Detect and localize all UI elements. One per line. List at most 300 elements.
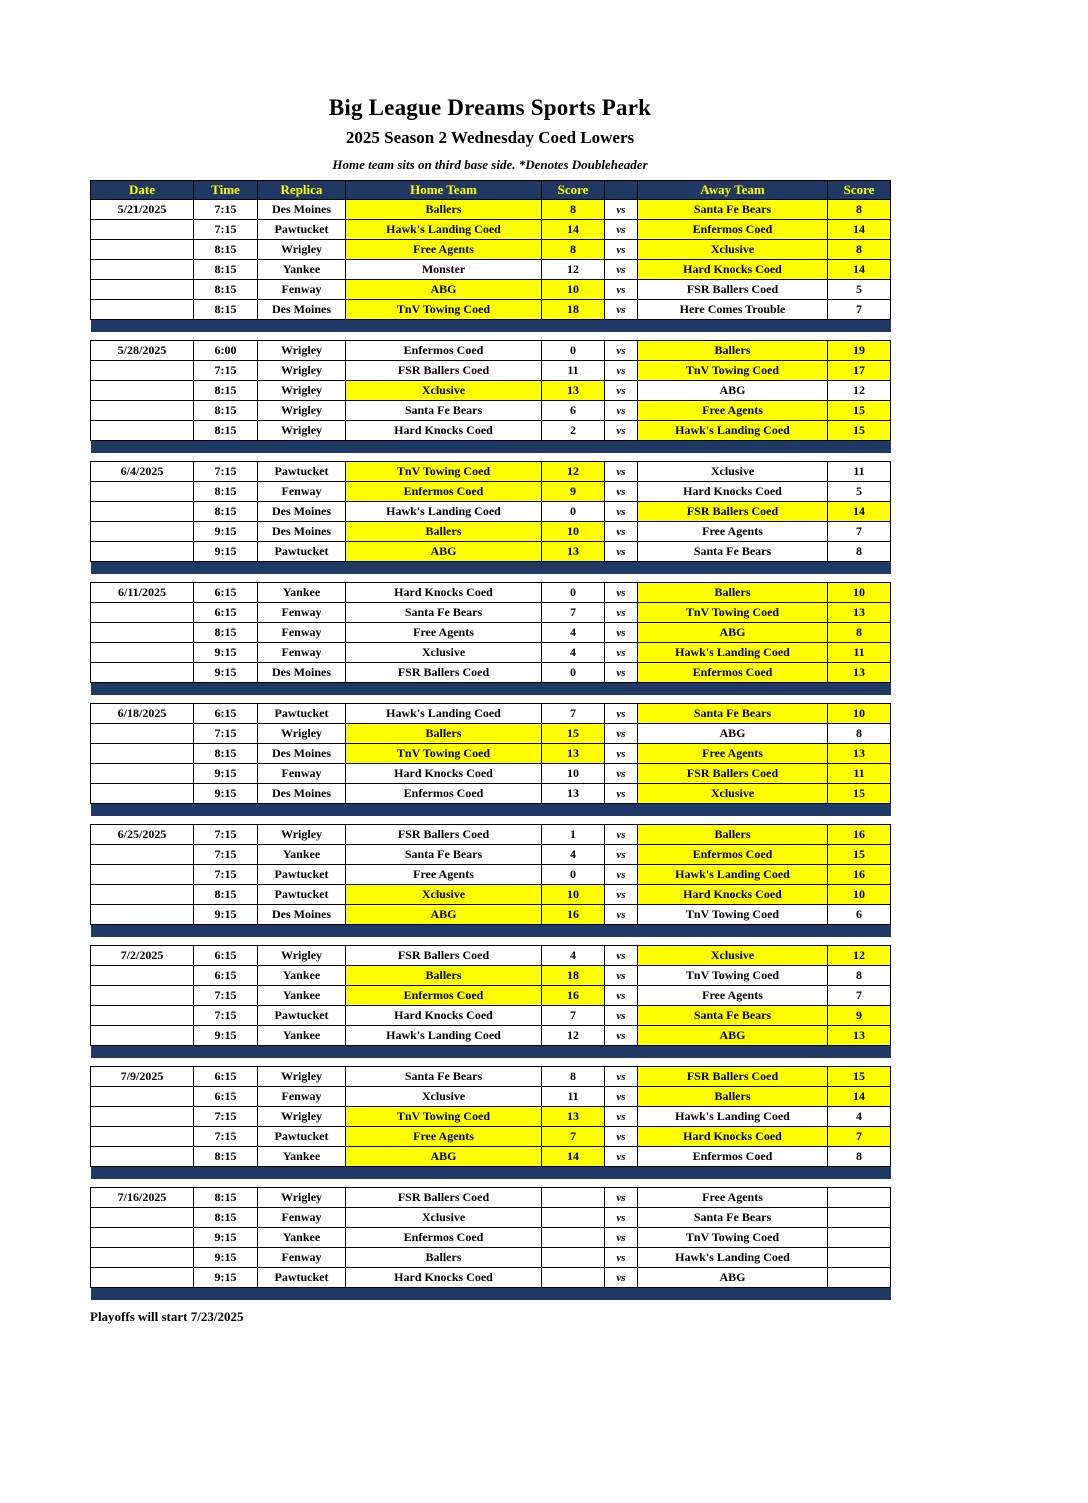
away-score-cell: 5 (828, 482, 891, 502)
game-row (91, 482, 891, 502)
time-cell: 7:15 (194, 200, 258, 220)
replica-cell: Yankee (258, 583, 346, 603)
replica-cell: Des Moines (258, 663, 346, 683)
game-row (91, 1107, 891, 1127)
game-row (91, 1188, 891, 1208)
time-cell: 8:15 (194, 623, 258, 643)
replica-cell: Des Moines (258, 200, 346, 220)
replica-cell: Pawtucket (258, 542, 346, 562)
home-team-cell: Santa Fe Bears (346, 845, 542, 865)
replica-cell: Yankee (258, 1228, 346, 1248)
home-score-cell: 18 (542, 966, 605, 986)
schedule-table-body (91, 200, 891, 1301)
home-team-cell: Xclusive (346, 1087, 542, 1107)
vs-cell: vs (605, 966, 638, 986)
away-score-cell: 4 (828, 1107, 891, 1127)
away-score-cell: 8 (828, 623, 891, 643)
home-team-cell: FSR Ballers Coed (346, 946, 542, 966)
date-cell (91, 401, 194, 421)
replica-cell: Pawtucket (258, 704, 346, 724)
game-row (91, 1147, 891, 1167)
away-team-cell: Xclusive (638, 462, 828, 482)
vs-cell: vs (605, 220, 638, 240)
replica-cell: Fenway (258, 1087, 346, 1107)
game-row (91, 1268, 891, 1288)
vs-cell: vs (605, 200, 638, 220)
away-score-cell: 19 (828, 341, 891, 361)
home-score-cell: 0 (542, 502, 605, 522)
replica-cell: Wrigley (258, 401, 346, 421)
away-score-cell: 14 (828, 220, 891, 240)
away-score-cell: 7 (828, 522, 891, 542)
home-score-cell (542, 1188, 605, 1208)
time-cell: 8:15 (194, 744, 258, 764)
week-separator-bar (91, 441, 891, 454)
home-score-cell: 8 (542, 1067, 605, 1087)
replica-cell: Yankee (258, 986, 346, 1006)
vs-cell: vs (605, 784, 638, 804)
home-team-cell: TnV Towing Coed (346, 744, 542, 764)
schedule-table (90, 180, 891, 1300)
vs-cell: vs (605, 744, 638, 764)
home-score-cell: 14 (542, 220, 605, 240)
home-score-cell (542, 1208, 605, 1228)
time-cell: 6:15 (194, 704, 258, 724)
away-team-cell: Hard Knocks Coed (638, 885, 828, 905)
away-team-cell: Hawk's Landing Coed (638, 421, 828, 441)
home-score-cell: 16 (542, 986, 605, 1006)
vs-cell: vs (605, 482, 638, 502)
away-score-cell: 8 (828, 1147, 891, 1167)
vs-cell: vs (605, 280, 638, 300)
away-team-cell: Enfermos Coed (638, 663, 828, 683)
date-cell (91, 280, 194, 300)
date-cell (91, 643, 194, 663)
game-row (91, 341, 891, 361)
home-team-cell: Hawk's Landing Coed (346, 502, 542, 522)
replica-cell: Des Moines (258, 905, 346, 925)
date-cell (91, 865, 194, 885)
game-row (91, 462, 891, 482)
away-score-cell: 8 (828, 200, 891, 220)
replica-cell: Wrigley (258, 724, 346, 744)
time-cell: 9:15 (194, 905, 258, 925)
date-cell (91, 502, 194, 522)
game-row (91, 966, 891, 986)
game-row (91, 744, 891, 764)
replica-cell: Des Moines (258, 784, 346, 804)
date-cell (91, 966, 194, 986)
vs-cell: vs (605, 462, 638, 482)
replica-cell: Fenway (258, 482, 346, 502)
away-team-cell: Ballers (638, 583, 828, 603)
home-team-cell: Hawk's Landing Coed (346, 1026, 542, 1046)
away-score-cell: 10 (828, 583, 891, 603)
date-cell (91, 986, 194, 1006)
date-cell (91, 361, 194, 381)
away-score-cell: 8 (828, 542, 891, 562)
away-score-cell: 16 (828, 825, 891, 845)
time-cell: 7:15 (194, 1006, 258, 1026)
replica-cell: Yankee (258, 845, 346, 865)
away-team-cell: ABG (638, 1026, 828, 1046)
replica-cell: Wrigley (258, 825, 346, 845)
vs-cell: vs (605, 542, 638, 562)
home-team-cell: TnV Towing Coed (346, 462, 542, 482)
home-team-cell: Xclusive (346, 885, 542, 905)
replica-cell: Fenway (258, 643, 346, 663)
away-team-cell: FSR Ballers Coed (638, 280, 828, 300)
away-team-cell: Xclusive (638, 784, 828, 804)
header-replica: Replica (258, 181, 346, 200)
vs-cell: vs (605, 1147, 638, 1167)
away-score-cell: 15 (828, 784, 891, 804)
away-team-cell: TnV Towing Coed (638, 905, 828, 925)
vs-cell: vs (605, 905, 638, 925)
date-cell: 6/11/2025 (91, 583, 194, 603)
home-team-cell: Enfermos Coed (346, 986, 542, 1006)
home-team-cell: Hard Knocks Coed (346, 421, 542, 441)
replica-cell: Des Moines (258, 744, 346, 764)
header-away-score: Score (828, 181, 891, 200)
date-cell (91, 663, 194, 683)
time-cell: 8:15 (194, 421, 258, 441)
replica-cell: Des Moines (258, 300, 346, 320)
game-row (91, 1006, 891, 1026)
game-row (91, 522, 891, 542)
time-cell: 7:15 (194, 361, 258, 381)
time-cell: 9:15 (194, 1228, 258, 1248)
replica-cell: Pawtucket (258, 885, 346, 905)
home-team-cell: FSR Ballers Coed (346, 361, 542, 381)
date-cell (91, 845, 194, 865)
away-score-cell: 14 (828, 502, 891, 522)
vs-cell: vs (605, 1248, 638, 1268)
vs-cell: vs (605, 946, 638, 966)
game-row (91, 946, 891, 966)
replica-cell: Pawtucket (258, 865, 346, 885)
week-spacer (91, 816, 891, 825)
home-score-cell: 10 (542, 280, 605, 300)
vs-cell: vs (605, 623, 638, 643)
time-cell: 8:15 (194, 502, 258, 522)
vs-cell: vs (605, 1006, 638, 1026)
game-row (91, 825, 891, 845)
date-cell (91, 1127, 194, 1147)
week-spacer (91, 695, 891, 704)
home-score-cell: 10 (542, 885, 605, 905)
time-cell: 8:15 (194, 300, 258, 320)
date-cell (91, 220, 194, 240)
date-cell (91, 1026, 194, 1046)
home-score-cell: 13 (542, 744, 605, 764)
time-cell: 9:15 (194, 663, 258, 683)
game-row (91, 845, 891, 865)
away-score-cell: 5 (828, 280, 891, 300)
home-team-cell: Hard Knocks Coed (346, 583, 542, 603)
replica-cell: Fenway (258, 623, 346, 643)
time-cell: 7:15 (194, 845, 258, 865)
game-row (91, 623, 891, 643)
week-spacer (91, 1179, 891, 1188)
home-score-cell: 1 (542, 825, 605, 845)
replica-cell: Fenway (258, 603, 346, 623)
vs-cell: vs (605, 1268, 638, 1288)
home-team-cell: Hard Knocks Coed (346, 1268, 542, 1288)
home-score-cell: 16 (542, 905, 605, 925)
away-team-cell: FSR Ballers Coed (638, 1067, 828, 1087)
away-team-cell: TnV Towing Coed (638, 361, 828, 381)
away-team-cell: Free Agents (638, 401, 828, 421)
time-cell: 9:15 (194, 1248, 258, 1268)
replica-cell: Wrigley (258, 341, 346, 361)
away-team-cell: Santa Fe Bears (638, 1208, 828, 1228)
schedule-page (90, 95, 890, 1325)
replica-cell: Wrigley (258, 946, 346, 966)
week-separator-bar (91, 1288, 891, 1301)
vs-cell: vs (605, 603, 638, 623)
header-vs (605, 181, 638, 200)
time-cell: 8:15 (194, 401, 258, 421)
game-row (91, 885, 891, 905)
home-team-note: Home team sits on third base side. *Denotes Doubleheader (332, 157, 648, 172)
week-spacer (91, 937, 891, 946)
date-cell (91, 623, 194, 643)
home-score-cell: 4 (542, 623, 605, 643)
away-score-cell: 6 (828, 905, 891, 925)
away-score-cell: 10 (828, 704, 891, 724)
replica-cell: Yankee (258, 966, 346, 986)
home-score-cell: 4 (542, 946, 605, 966)
away-team-cell: Enfermos Coed (638, 845, 828, 865)
away-team-cell: TnV Towing Coed (638, 603, 828, 623)
home-score-cell: 10 (542, 522, 605, 542)
date-cell (91, 603, 194, 623)
date-cell (91, 542, 194, 562)
game-row (91, 784, 891, 804)
away-score-cell: 12 (828, 946, 891, 966)
away-team-cell: Hawk's Landing Coed (638, 1248, 828, 1268)
date-cell (91, 300, 194, 320)
playoffs-note: Playoffs will start 7/23/2025 (90, 1309, 244, 1324)
game-row (91, 663, 891, 683)
home-score-cell: 18 (542, 300, 605, 320)
game-row (91, 361, 891, 381)
home-team-cell: FSR Ballers Coed (346, 1188, 542, 1208)
away-score-cell: 15 (828, 401, 891, 421)
replica-cell: Yankee (258, 260, 346, 280)
away-score-cell: 8 (828, 966, 891, 986)
date-cell (91, 1087, 194, 1107)
replica-cell: Wrigley (258, 1067, 346, 1087)
time-cell: 9:15 (194, 522, 258, 542)
replica-cell: Fenway (258, 1248, 346, 1268)
away-team-cell: Enfermos Coed (638, 1147, 828, 1167)
away-score-cell (828, 1228, 891, 1248)
away-team-cell: Ballers (638, 341, 828, 361)
time-cell: 8:15 (194, 280, 258, 300)
game-row (91, 240, 891, 260)
away-team-cell: Santa Fe Bears (638, 1006, 828, 1026)
home-score-cell: 0 (542, 663, 605, 683)
home-team-cell: Free Agents (346, 240, 542, 260)
away-score-cell: 17 (828, 361, 891, 381)
home-team-cell: Monster (346, 260, 542, 280)
away-score-cell: 13 (828, 663, 891, 683)
replica-cell: Yankee (258, 1026, 346, 1046)
away-team-cell: Hard Knocks Coed (638, 482, 828, 502)
home-score-cell: 7 (542, 1127, 605, 1147)
page-title: Big League Dreams Sports Park (328, 95, 652, 120)
time-cell: 6:15 (194, 603, 258, 623)
time-cell: 8:15 (194, 381, 258, 401)
home-score-cell: 11 (542, 1087, 605, 1107)
vs-cell: vs (605, 986, 638, 1006)
away-team-cell: ABG (638, 1268, 828, 1288)
game-row (91, 502, 891, 522)
vs-cell: vs (605, 663, 638, 683)
game-row (91, 1067, 891, 1087)
home-score-cell: 4 (542, 845, 605, 865)
home-team-cell: Hawk's Landing Coed (346, 220, 542, 240)
vs-cell: vs (605, 1026, 638, 1046)
home-score-cell (542, 1268, 605, 1288)
time-cell: 8:15 (194, 1188, 258, 1208)
home-score-cell: 0 (542, 583, 605, 603)
game-row (91, 583, 891, 603)
date-cell (91, 1006, 194, 1026)
week-spacer (91, 332, 891, 341)
away-team-cell: Ballers (638, 825, 828, 845)
game-row (91, 704, 891, 724)
vs-cell: vs (605, 260, 638, 280)
vs-cell: vs (605, 724, 638, 744)
time-cell: 7:15 (194, 825, 258, 845)
date-cell: 5/21/2025 (91, 200, 194, 220)
game-row (91, 300, 891, 320)
game-row (91, 200, 891, 220)
away-score-cell: 11 (828, 764, 891, 784)
away-team-cell: TnV Towing Coed (638, 966, 828, 986)
game-row (91, 986, 891, 1006)
away-score-cell: 8 (828, 724, 891, 744)
week-separator-bar (91, 1167, 891, 1180)
time-cell: 9:15 (194, 643, 258, 663)
date-cell: 6/18/2025 (91, 704, 194, 724)
away-team-cell: TnV Towing Coed (638, 1228, 828, 1248)
date-cell: 6/25/2025 (91, 825, 194, 845)
vs-cell: vs (605, 522, 638, 542)
week-separator-bar (91, 562, 891, 575)
away-team-cell: ABG (638, 724, 828, 744)
home-team-cell: Xclusive (346, 381, 542, 401)
vs-cell: vs (605, 401, 638, 421)
date-cell (91, 764, 194, 784)
date-cell (91, 1147, 194, 1167)
vs-cell: vs (605, 825, 638, 845)
away-team-cell: Santa Fe Bears (638, 542, 828, 562)
away-score-cell: 9 (828, 1006, 891, 1026)
home-score-cell (542, 1228, 605, 1248)
away-score-cell (828, 1248, 891, 1268)
header-home-team: Home Team (346, 181, 542, 200)
home-team-cell: ABG (346, 1147, 542, 1167)
home-score-cell: 10 (542, 764, 605, 784)
time-cell: 8:15 (194, 885, 258, 905)
home-score-cell (542, 1248, 605, 1268)
home-score-cell: 11 (542, 361, 605, 381)
game-row (91, 603, 891, 623)
vs-cell: vs (605, 1067, 638, 1087)
time-cell: 8:15 (194, 1147, 258, 1167)
date-cell (91, 381, 194, 401)
away-score-cell (828, 1208, 891, 1228)
home-team-cell: Xclusive (346, 643, 542, 663)
header-away-team: Away Team (638, 181, 828, 200)
home-score-cell: 4 (542, 643, 605, 663)
away-team-cell: Santa Fe Bears (638, 704, 828, 724)
away-team-cell: Santa Fe Bears (638, 200, 828, 220)
away-score-cell: 15 (828, 421, 891, 441)
date-cell: 7/16/2025 (91, 1188, 194, 1208)
away-score-cell: 15 (828, 845, 891, 865)
away-score-cell: 14 (828, 1087, 891, 1107)
home-team-cell: Santa Fe Bears (346, 603, 542, 623)
away-team-cell: Ballers (638, 1087, 828, 1107)
time-cell: 9:15 (194, 542, 258, 562)
home-team-cell: Free Agents (346, 865, 542, 885)
vs-cell: vs (605, 1228, 638, 1248)
home-team-cell: Ballers (346, 1248, 542, 1268)
game-row (91, 1228, 891, 1248)
home-score-cell: 0 (542, 341, 605, 361)
home-team-cell: Enfermos Coed (346, 784, 542, 804)
date-cell: 7/2/2025 (91, 946, 194, 966)
game-row (91, 905, 891, 925)
away-score-cell: 16 (828, 865, 891, 885)
date-cell (91, 905, 194, 925)
home-team-cell: Enfermos Coed (346, 341, 542, 361)
away-team-cell: FSR Ballers Coed (638, 502, 828, 522)
away-score-cell: 14 (828, 260, 891, 280)
home-score-cell: 6 (542, 401, 605, 421)
vs-cell: vs (605, 1127, 638, 1147)
date-cell (91, 885, 194, 905)
home-score-cell: 12 (542, 462, 605, 482)
home-score-cell: 8 (542, 200, 605, 220)
away-team-cell: Free Agents (638, 986, 828, 1006)
game-row (91, 865, 891, 885)
time-cell: 6:15 (194, 966, 258, 986)
away-team-cell: Here Comes Trouble (638, 300, 828, 320)
home-team-cell: Ballers (346, 522, 542, 542)
home-score-cell: 13 (542, 784, 605, 804)
date-cell (91, 240, 194, 260)
away-score-cell: 7 (828, 1127, 891, 1147)
away-score-cell: 13 (828, 1026, 891, 1046)
away-score-cell: 15 (828, 1067, 891, 1087)
vs-cell: vs (605, 1208, 638, 1228)
away-team-cell: Hard Knocks Coed (638, 1127, 828, 1147)
vs-cell: vs (605, 1087, 638, 1107)
away-team-cell: Enfermos Coed (638, 220, 828, 240)
time-cell: 6:15 (194, 583, 258, 603)
home-team-cell: TnV Towing Coed (346, 1107, 542, 1127)
game-row (91, 764, 891, 784)
date-cell (91, 260, 194, 280)
home-score-cell: 12 (542, 260, 605, 280)
away-team-cell: Xclusive (638, 240, 828, 260)
